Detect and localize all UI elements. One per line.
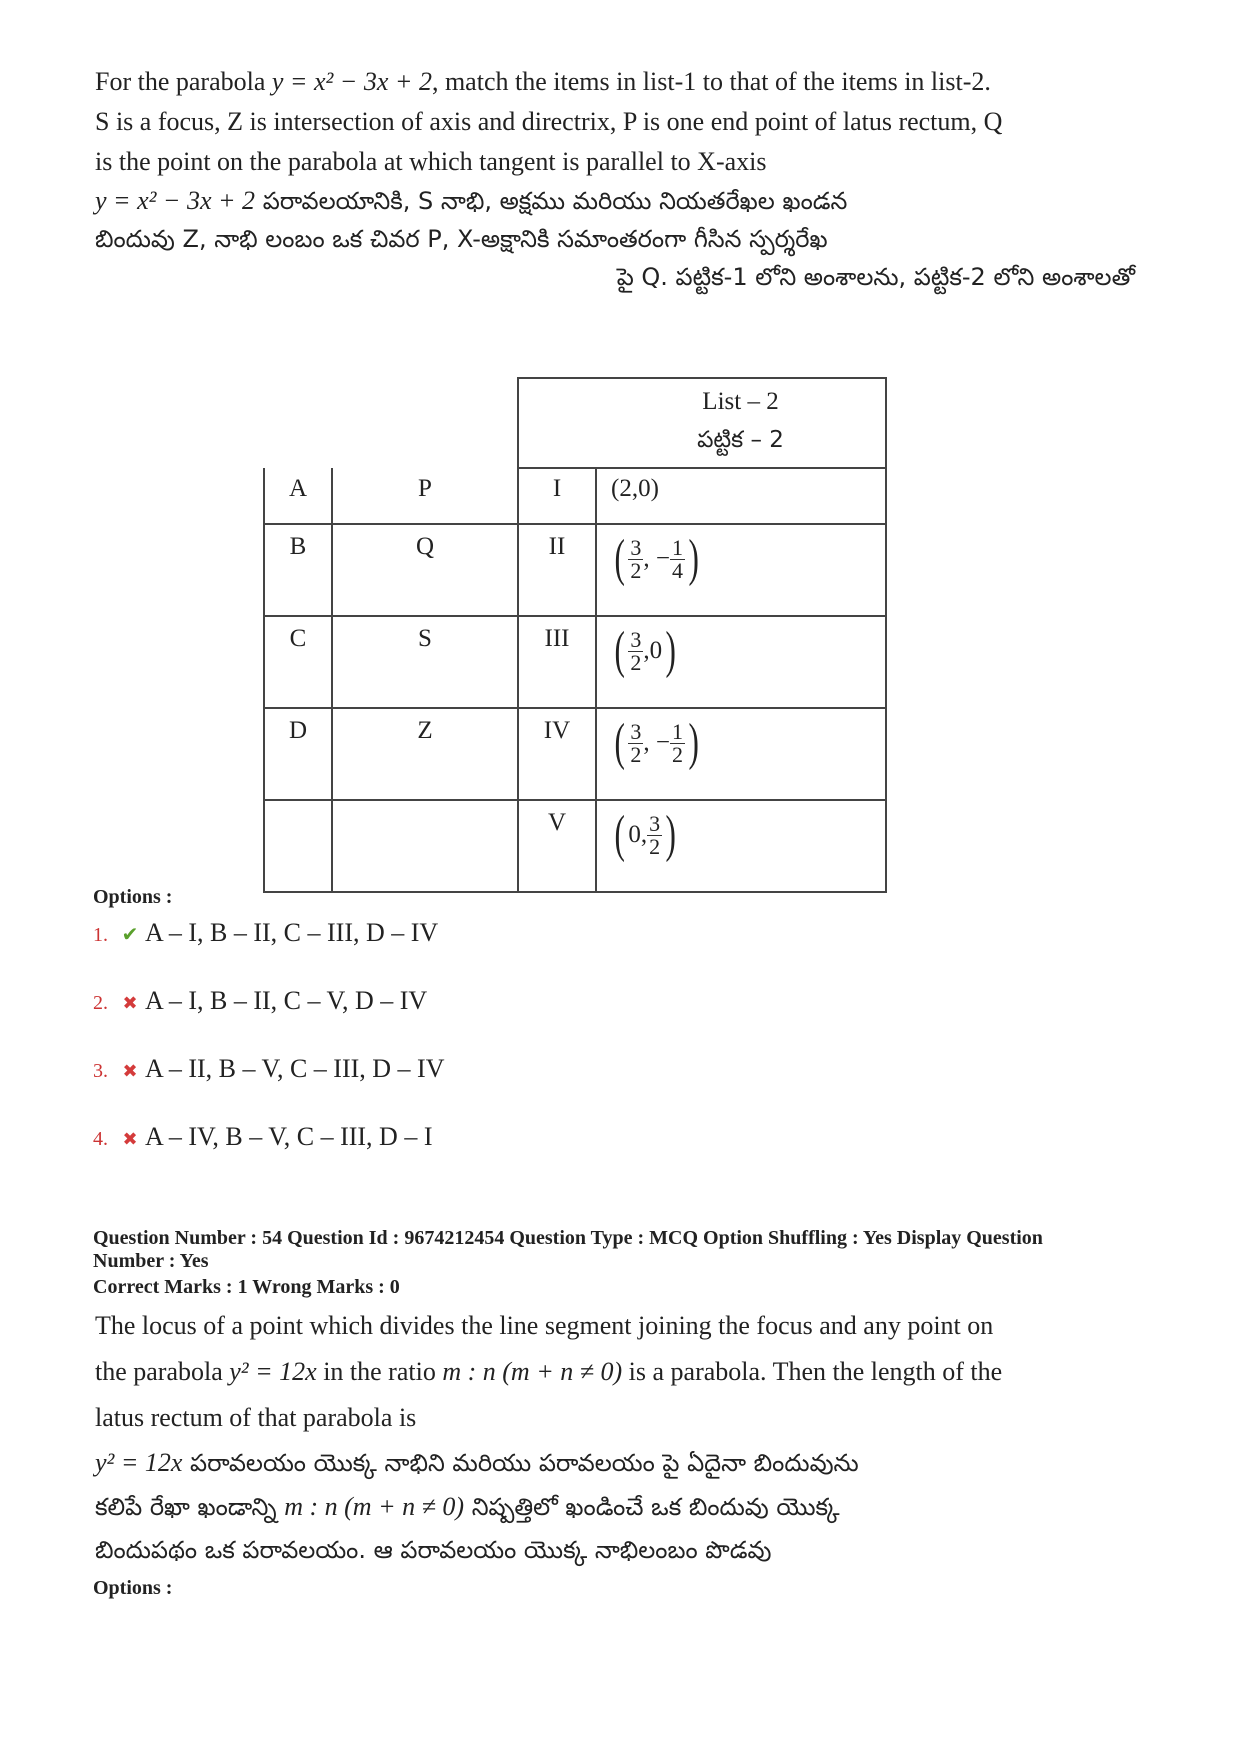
table-row: A P I (2,0) — [264, 468, 886, 524]
q53-te-line3: పై Q. పట్టిక-1 లోని అంశాలను, పట్టిక-2 లోని అంశాలతో — [616, 263, 1135, 291]
options-label-q54: Options : — [93, 1577, 173, 1599]
check-icon: ✔ — [121, 924, 139, 946]
table-row: D Z IV ( $\frac{3}{2}$ , − $\frac{1}{2}$ ) — [264, 708, 886, 800]
option-4[interactable]: 4. ✖ A – IV, B – V, C – III, D – I — [93, 1122, 433, 1151]
question-meta: Question Number : 54 Question Id : 9674212454 Question Type : MCQ Option Shuffling : Yes Display Question Number : Yes Correct Marks : 1 Wrong Marks : 0 — [93, 1227, 1043, 1298]
q54-en-line3: latus rectum of that parabola is — [95, 1403, 417, 1432]
cross-icon: ✖ — [122, 1129, 138, 1149]
cross-icon: ✖ — [122, 993, 138, 1013]
q54-en-line1: The locus of a point which divides the line segment joining the focus and any point on — [95, 1311, 994, 1340]
list2-header: List – 2 పట్టిక – 2 — [596, 378, 886, 468]
value-ii: ( $\frac{3}{2}$ , − $\frac{1}{4}$ ) — [596, 524, 886, 616]
q53-equation: y = x² − 3x + 2 — [271, 67, 432, 96]
table-row: B Q II ( $\frac{3}{2}$ , − $\frac{1}{4}$ ) — [264, 524, 886, 616]
q53-en-line3: is the point on the parabola at which tangent is parallel to X-axis — [95, 147, 767, 176]
q54-te-line2: కలిపే రేఖా ఖండాన్ని m : n (m + n ≠ 0) నిష్పత్తిలో ఖండించే ఒక బిందువు యొక్క — [95, 1492, 840, 1521]
q53-en-line1: For the parabola y = x² − 3x + 2, match the items in list-1 to that of the items in list-2. — [95, 67, 991, 96]
q54-te-line3: బిందుపథం ఒక పరావలయం. ఆ పరావలయం యొక్క నాభిలంబం పొడవు — [95, 1536, 772, 1564]
cross-icon: ✖ — [122, 1061, 138, 1081]
q53-te-line2: బిందువు Z, నాభి లంబం ఒక చివర P, X-అక్షానికి సమాంతరంగా గీసిన స్పర్శరేఖ — [95, 225, 828, 253]
options-label: Options : — [93, 886, 173, 908]
q53-en-line2: S is a focus, Z is intersection of axis and directrix, P is one end point of latus rectum, Q — [95, 107, 1003, 136]
option-2[interactable]: 2. ✖ A – I, B – II, C – V, D – IV — [93, 986, 428, 1015]
value-v: ( 0 , $\frac{3}{2}$ ) — [596, 800, 886, 892]
question-53-text — [95, 62, 1135, 296]
value-iv: ( $\frac{3}{2}$ , − $\frac{1}{2}$ ) — [596, 708, 886, 800]
option-1[interactable]: 1. ✔ A – I, B – II, C – III, D – IV — [93, 918, 439, 947]
q53-te-line1: y = x² − 3x + 2 పరావలయానికి, S నాభి, అక్షము మరియు నియతరేఖల ఖండన — [95, 186, 848, 215]
q54-te-line1: y² = 12x పరావలయం యొక్క నాభిని మరియు పరావలయం పై ఏదైనా బిందువును — [95, 1448, 859, 1477]
table-row: C S III ( $\frac{3}{2}$ , 0 ) — [264, 616, 886, 708]
option-3[interactable]: 3. ✖ A – II, B – V, C – III, D – IV — [93, 1054, 445, 1083]
match-table — [263, 377, 887, 893]
table-row: V ( 0 , $\frac{3}{2}$ ) — [264, 800, 886, 892]
value-iii: ( $\frac{3}{2}$ , 0 ) — [596, 616, 886, 708]
question-54-text — [95, 1303, 1135, 1572]
value-i: (2,0) — [596, 468, 886, 524]
q54-en-line2: the parabola y² = 12x in the ratio m : n (m + n ≠ 0) is a parabola. Then the length of the — [95, 1357, 1003, 1386]
